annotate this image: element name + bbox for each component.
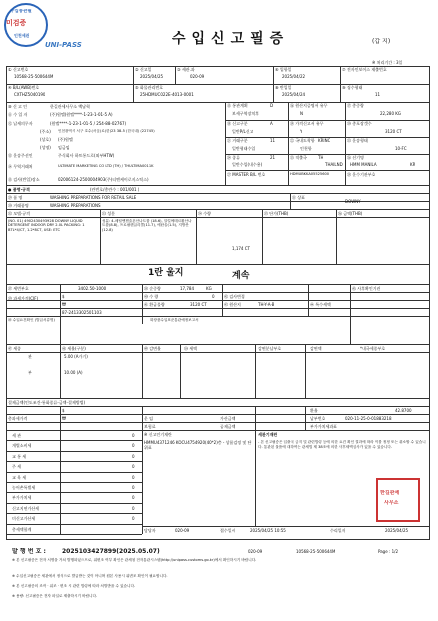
remarks-label: ※ 신고인기재란 [144,432,172,437]
packages: 3120 CT [385,129,402,134]
component-label: ㉝ 성분 [102,211,115,216]
cargo-number: 25HDMUC022E-4013-0001 [140,92,194,97]
hs-code-label: ㊲ 세번부호 [8,286,29,291]
taxable-price-label: ㊴ 과세가격(CIF) [8,296,39,301]
address: 인천광역시 서구 호수(서곶)로(한)23 38-5 (한국내) (22745) [58,129,155,133]
gross-weight-label: ⑰ 총중량 [347,103,364,108]
page-mark: (갑 지) [372,38,391,45]
item-sequence: (란번호/총란수 : 001/001 ) [90,187,140,192]
loading-country-desc: THAILND [325,162,343,167]
importer: (주)원엘(원엘****-1-23-1-01-5 A) [50,112,113,117]
received-label: 접수일시 [220,528,236,533]
arrival-port-label: ㉒ 국내도착항 [290,138,315,143]
tax-line-label: 미신고가산세 [12,516,36,522]
tax-line-label: 교 통 세 [12,453,27,459]
model-label: ㉜ 모델·규격 [8,211,30,216]
master-bl-label: ㉗ MASTER B/L 번호 [227,172,266,177]
tax-row-rate: 5.00 (A가기) [64,354,88,359]
stamp-mid-text: 미검증 [6,19,27,27]
bl-number: CXTHZ5040190 [14,92,46,97]
tax-row-rate: 10.00 (A) [64,370,83,375]
tax-line-label: 주 세 [12,464,21,470]
amount-label: ㊱ 금액(THB) [338,211,363,216]
officer-label: 담당자 [144,528,156,533]
exempt-amount-header: 감면액 [310,346,322,351]
net-weight-unit: KG [206,286,212,291]
importer-label: ⑪ 수 입 자 [8,112,28,117]
customs-code: 020-09 [190,74,205,79]
payment-type: 11 [375,92,381,97]
tx-type: 11 [270,138,276,143]
clearance-plan-desc: 보세구역장치후 [232,111,260,116]
trade-name-label: ㉚ 거래품명 [8,203,29,208]
total-taxable-krw: ₩ [62,416,66,421]
total-taxable-usd: $ [62,408,65,413]
arrival-port: KRINC [318,138,331,143]
entry-label: ⑧ 반입일 [275,85,292,90]
inspection-place-label: ⑮ 검사(반입)장소 [8,177,40,182]
tx-type-label: ㉑ 거래구분 [227,138,248,143]
payment-no: 020-11-25-0-01883218 [345,416,392,421]
footer-page: Page : 1/2 [378,549,399,554]
issue-no: 2025103427899(2025.05.07) [62,548,160,555]
vessel-nation: KR [410,162,416,167]
trade-name: WASHING PREPARATIONS [50,203,101,208]
accepted: 2025/04/25 [385,528,409,533]
tax-line-value: 0 [132,505,135,511]
unipass-logo: UNI-PASS [45,41,82,49]
tax-line-value: 0 [132,495,135,501]
tax-line-label: 신고지연가산세 [12,505,40,511]
check-change-label: ㊷ 검사변경 [224,294,245,299]
refund-qty: 3120 CT [190,302,207,307]
tax-line-label: 개별소비세 [12,443,32,449]
stamp-bottom-text: 인천세관 [14,33,30,38]
decl-no-label: ① 신고번호 [8,67,29,72]
customs-label: ③ 세관.과 [177,67,195,72]
payer: (원엘****-1-23-1-01-5 / 254-88-02767) [50,121,127,126]
decl-date-label: ② 신고일 [135,67,152,72]
item-section-label: ● 품명·규격 [8,187,30,192]
brand-label: ㉛ 상표 [292,195,305,200]
tax-line-label: 세 관 [12,433,21,438]
import-kind-label: ㉔ 종류 [227,155,240,160]
supplier-label: ⑭ 무역거래처 [8,164,33,169]
loading-country-label: ㉕ 적출국 [290,155,307,160]
footer-customs: 020-09 [248,549,263,554]
received: 2025/04/25 10:55 [250,528,286,533]
import-req-label: ㊻ 수입요건확인 (발급서류명) [8,318,55,322]
tax-row-type: 관 [28,354,32,359]
supplier: ULTIMATE MARKETING CO LTD (TH) / THULTIMA0011K [58,164,154,168]
price-decl: Y [300,129,303,134]
rep-label: (성명) [40,145,51,150]
payment-label: ⑨ 징수형태 [342,85,363,90]
seal-line-1: 한길관세 [380,490,400,496]
footer-note: ※ 용량: 신고필증은 전자 파일로 제출하시기 바랍니다. [12,594,98,598]
tx-type-desc: 일반형태수입 [232,146,256,151]
tax-line-label: 부가가치세 [12,495,32,501]
declarant: 한길관세사무소 백남혁 [50,104,90,109]
edi-label: ⑦ 전자인보이스 제출번호 [342,67,387,72]
additional-fee-label: 가산금액 [220,416,236,421]
tax-line-value: 0 [132,474,135,480]
cargo-label: ⑤ 화물관리번호 [135,85,164,90]
insurance-label: 보험료 [144,424,156,429]
tax-line-value: 0 [132,433,135,438]
retention-period: ※ 처리기간 : 3일 [372,60,403,65]
declarant-label: ⑩ 신 고 인 [8,104,27,109]
net-weight-label: ㊳ 순중량 [144,286,161,291]
master-bl: HDMUBKKA05525600 [290,172,330,176]
refund-qty-label: ㊶ 환급물량 [144,302,165,307]
decl-kind-label: ⑱ 신고구분 [227,121,248,126]
tax-amount-header: ㊿ 세액 [184,346,197,351]
gross-weight: 22,280 KG [380,111,401,116]
payer-label: ⑫ 납세의무자 [8,121,33,126]
tax-line-value: 0 [132,516,135,522]
taxable-price-krw: ₩ [62,302,66,307]
tax-row-type: 부 [28,370,32,375]
tax-line-value: 0 [132,443,135,449]
freight-label: 운 임 [144,416,153,421]
tax-line-value: 0 [132,485,135,490]
taxable-price-usd: $ [62,294,65,299]
remarks-text: HMMU4371246 KOCU4754920(40*2)층 - 상품검정 및 단위표 [144,440,252,451]
component: 성분: 4-메틸벤젠술폰산나트륨 (18.6), 알킬에테르황산나트륨(8.8), 프로필렌글리콜(11.7), 에탄올(1.5), 지방산(12.8) [102,219,192,232]
vessel-label: ㉖ 선기명 [347,155,364,160]
customs-remarks-label: 세관기재란 [258,432,278,437]
carrier-label: ㉘ 운수기관부호 [347,172,376,177]
req-number: 87-2413302501103 [62,310,102,315]
tax-line-value: 0 [132,464,135,470]
footer-decl: 10568-25-500644M [296,549,336,554]
packages-label: ⑳ 총포장갯수 [347,121,372,126]
vessel: HMM MANILA [350,162,377,167]
decl-date: 2025/04/25 [140,74,164,79]
footer-note: ※ 수입신고필증은 세관에서 정식으로 발급받는 것이 아니며 원본 사용시 위변조 확인이 필요합니다. [12,574,168,578]
unit-price-label: ㉟ 단가(THB) [264,211,289,216]
tax-rate-header: ㊽ 세율(구분) [62,346,86,351]
origin-code: TH-Y-A-B [258,302,275,307]
page-title: 수입신고필증 [172,31,290,47]
clearance-plan: D [270,103,274,108]
tax-line-label: 교 육 세 [12,474,27,480]
accepted-label: 수리일자 [330,528,346,533]
exempt-rate-header: ㊾ 감면율 [144,346,161,351]
vat-base-label: 부가가치세과표 [310,424,338,429]
internal-tax-header: *내국세종부호 [360,346,386,351]
qty-label: ㉞ 수량 [198,211,211,216]
origin-cert: N [300,111,303,116]
exchange-rate-label: 환율 [310,408,318,413]
payment-no-label: 납부번호 [310,416,326,421]
hs-code: 3402.50-1000 [78,286,107,291]
issue-no-label: 발 행 번 호 : [12,548,46,555]
tax-line-value: 0 [132,453,135,459]
forwarder: 주식회사 하트통드로(외부HTW) [58,153,115,158]
transport: 10-FC [395,146,407,151]
inspection-place: 02006124-2500004903(주)티엔케이로지스틱스) [58,177,149,182]
company-label: (상호) [40,137,51,142]
origin-label: ㊸ 원산지 [224,302,241,307]
origin-cert-label: ⑯ 원산지증명서 유무 [290,103,328,108]
decl-no: 10568-25-500644M [14,74,54,79]
model-spec: (NO. 01) 4902430493928 DOWNY LIQUID DETERGENT INDOOR DRY 2.0L PACKING: 1 BTL*4/CT, 1.2*8CT, USE: ETC [8,219,85,232]
clearance-plan-label: ⑮ 통관계획 [227,103,248,108]
decl-kind-desc: 일반P/L신고 [232,129,254,134]
exchange-rate: 42.8700 [395,408,412,413]
decl-kind: A [270,121,273,126]
seal-line-2: 사무소 [384,500,399,506]
total-taxable-label: 총과세가격 [8,416,28,421]
transport-label: ㉓ 운송형태 [347,138,368,143]
import-kind: 21 [270,155,276,160]
qty-value: 0 [212,294,215,299]
tax-line-label: 총세액합계 [12,526,32,532]
stamp-top-text: 수입통관필 [10,9,32,14]
loading-country: TH [318,155,324,160]
footer-note: ※ 본 신고필증의 조작 · 위조 · 변조 시 관련 법령에 따라 처벌받을 수 있습니다. [12,584,136,588]
exempt-code-header: 감면분납부호 [258,346,282,351]
product-label: ㉙ 품 명 [8,195,23,200]
officer: 020-09 [175,528,190,533]
entry-date: 2025/04/24 [282,92,306,97]
arrival-port-desc: 인천항 [300,146,312,151]
req-desc: 화장품수입표준통관예정보고서 [150,318,199,322]
forwarder-label: ⑬ 운송주선인 [8,153,33,158]
brand: DOWNY [345,199,361,204]
rep-name: 임금임 [58,145,70,150]
deduction-label: 공제금액 [220,424,236,429]
overflow-note: 1란 울지 [148,268,184,278]
address-label: (주소) [40,129,51,134]
qty-label-tax: ㊵ 수 량 [144,294,159,299]
tax-line-label: 농어촌특별세 [12,485,36,490]
import-kind-desc: 일반수입(내수용) [232,162,263,167]
post-check-label: ㊺ 사후확인기관 [352,286,381,291]
settlement-method-label: 결제금액(인도조건-통화종류-금액-결제방법) [8,400,86,405]
special-tax-label: ㊹ 특수세액 [310,302,331,307]
product-name: WASHING PREPARATIONS FOR RETAIL SALE [50,195,137,200]
continued-note: 계속 [232,271,250,281]
price-decl-label: ⑲ 가격신고서 유무 [290,121,324,126]
arrival-date: 2025/04/22 [282,74,306,79]
company: (주)원엘 [58,137,73,142]
net-weight: 17,784 [180,286,194,291]
footer-note: ※ 본 신고필증은 전자 서명을 거쳐 발행되었으므로, 위변조 여부 확인은 관세청 전자통관시스템(http://unipass.customs.go.kr)에서 확인하시기 바랍니다. [12,558,257,562]
tax-type-header: ㊼ 세종 [8,346,21,351]
arrival-date-label: ⑥ 입항일 [275,67,292,72]
item-qty: 1,174 CT [232,246,250,251]
bl-label: ④ B/L(AWB)번호 [8,85,40,90]
customs-remarks: - 본 신고필증은 입출국 금지 및 관련법령 등에 의한 요건 확인 결과에 따라 이를 정정 또는 취소할 수 있습니다. 통관된 물품에 대하여는 관세법 제 38조에 의한 사후세액심사가 있을 수 있습니다. [258,440,426,449]
